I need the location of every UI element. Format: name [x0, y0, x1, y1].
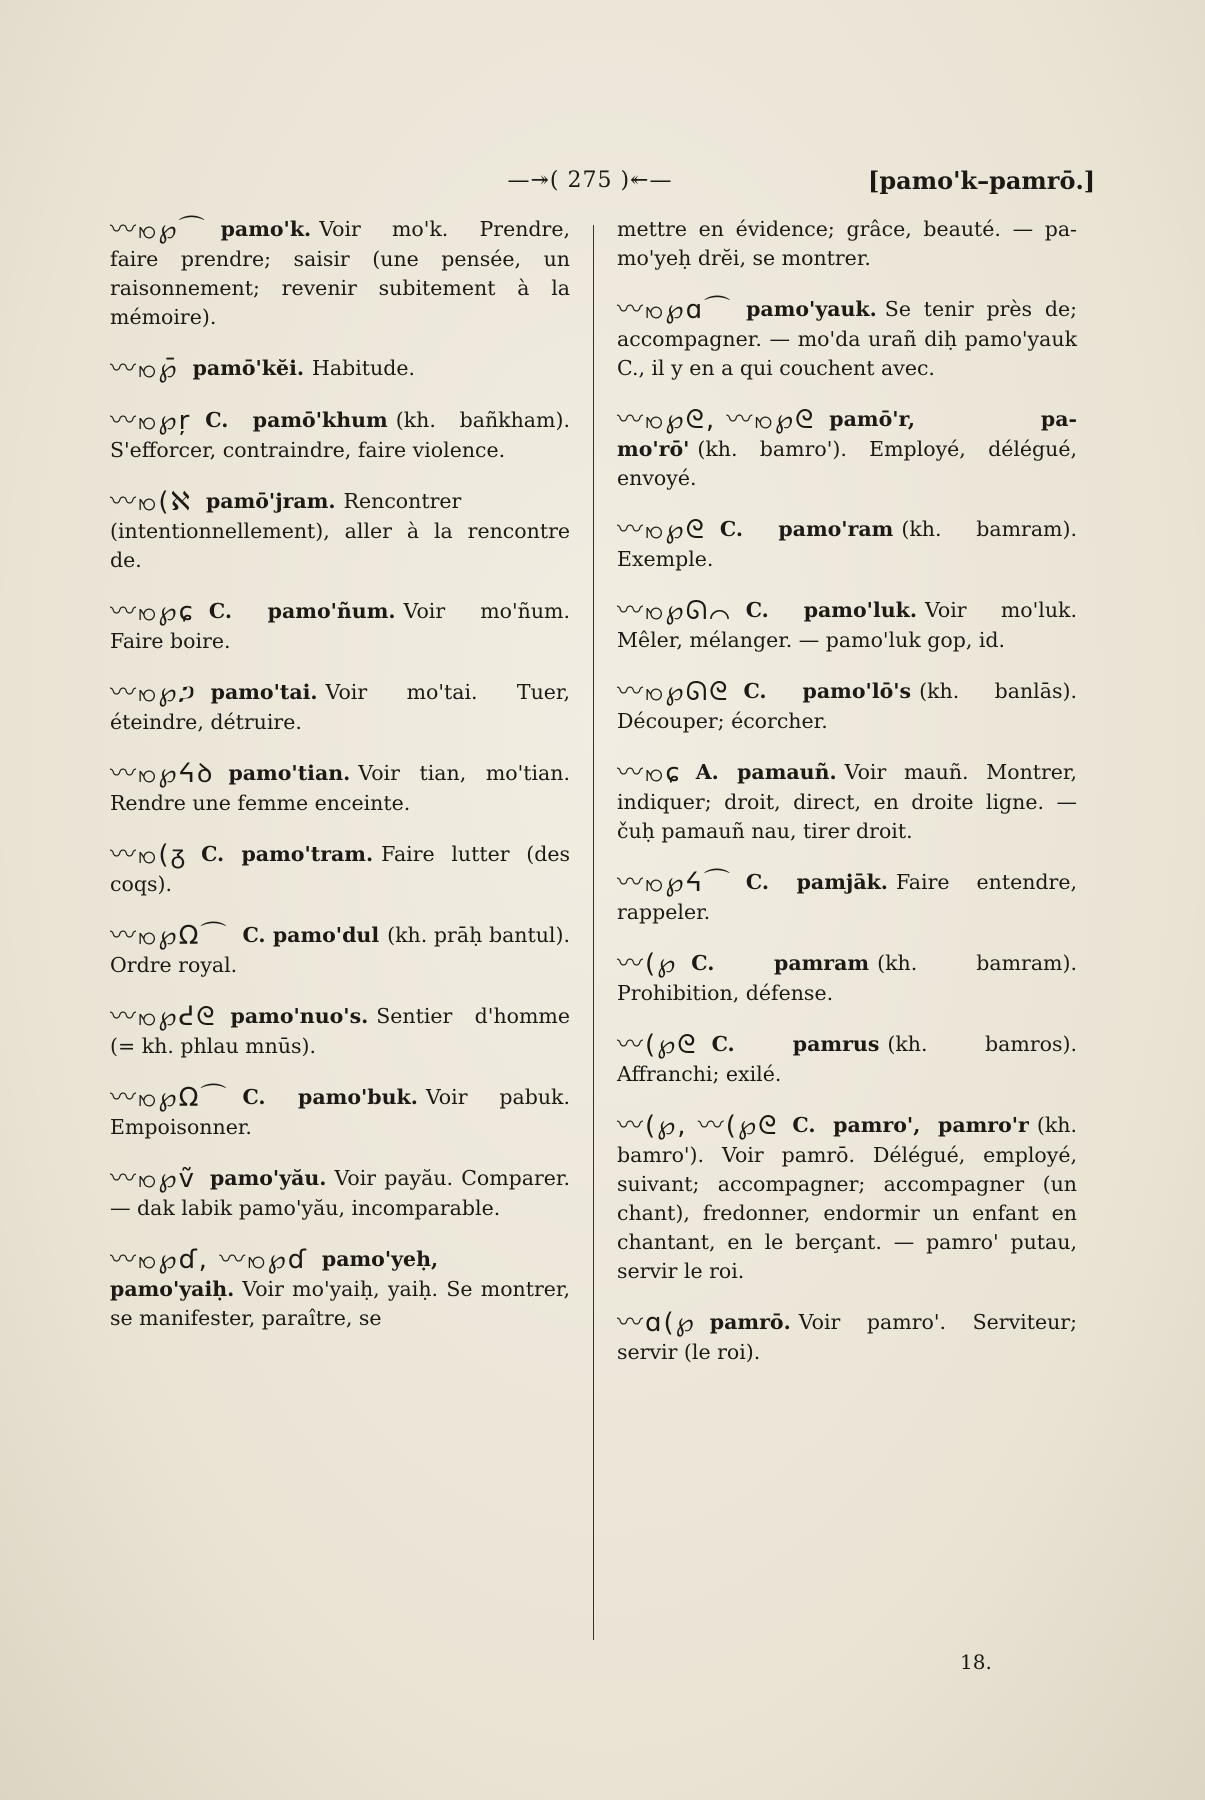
- dictionary-entry: [110, 1002, 570, 1061]
- dictionary-entry: [110, 1245, 570, 1333]
- entry-gloss: Se tenir près de; accompagner. — mo'da urañ diḥ pamo'yauk C., il y en a qui couchent avec.: [617, 297, 1077, 380]
- entry-headword: C. pamo'tram.: [201, 842, 374, 866]
- entry-headword: C. pamjāk.: [745, 870, 888, 894]
- entry-gloss: Voir mo'luk. Mêler, mélanger. — pamo'luk gop, id.: [617, 598, 1077, 652]
- entry-gloss: (kh. bañkham). S'efforcer, contraindre, faire violence.: [110, 408, 570, 462]
- dictionary-entry: [110, 1164, 570, 1223]
- dictionary-entry: [617, 215, 1077, 273]
- cham-script-word: 〰ꩯ℘ŗ: [110, 406, 192, 436]
- cham-script-word: 〰ꩯ℘ᘓ: [617, 515, 706, 545]
- entry-headword: pamrō.: [709, 1310, 791, 1334]
- dictionary-entry: [110, 354, 570, 384]
- cham-script-word: 〰ꩯ℘ጋ: [110, 678, 197, 708]
- entry-gloss: Habitude.: [312, 356, 416, 380]
- entry-gloss: Voir mo'yaiḥ, yaiḥ. Se montrer, se manifester, paraître, se: [110, 1277, 570, 1330]
- entry-headword: pamo'yău.: [209, 1166, 327, 1190]
- entry-gloss: Voir payău. Comparer. — dak labik pamo'yău, incomparable.: [110, 1166, 570, 1220]
- left-column: [110, 215, 570, 1355]
- entry-headword: C. pamo'ñum.: [208, 599, 396, 623]
- entry-headword: pamo'k.: [220, 217, 312, 241]
- entry-headword: C. pamrus: [711, 1032, 880, 1056]
- cham-script-word: 〰ꩯ℘ᔦ⌒: [617, 868, 732, 898]
- dictionary-entry: [617, 677, 1077, 736]
- entry-headword: A. pamauñ.: [695, 760, 837, 784]
- entry-gloss: Voir mo'tai. Tuer, éteindre, détruire.: [110, 680, 570, 734]
- column-divider: [593, 225, 594, 1640]
- cham-script-word: 〰ꩯ(ᵹ: [110, 840, 188, 870]
- entry-headword: C. pamro', pamro'r: [792, 1113, 1029, 1137]
- dictionary-entry: [110, 406, 570, 465]
- cham-script-word: 〰ꩯ℘ᘏᘓ: [617, 677, 730, 707]
- cham-script-word: 〰(℘, 〰(℘ᘓ: [617, 1111, 779, 1141]
- cham-script-word: 〰ꩯ℘ᕍᘓ: [110, 1002, 217, 1032]
- dictionary-entry: [617, 515, 1077, 574]
- entry-headword: pamo'yeḥ, pamo'yaiḥ.: [110, 1247, 439, 1301]
- entry-headword: pamo'tian.: [228, 761, 351, 785]
- right-column: [617, 215, 1077, 1389]
- entry-gloss: Voir mo'ñum. Faire boire.: [110, 599, 570, 653]
- entry-gloss: (kh. bamro'). Employé, délégué, envoyé.: [617, 437, 1077, 490]
- entry-range: [pamo'k–pamrō.]: [868, 166, 1096, 195]
- entry-gloss: mettre en évidence; grâce, beauté. — pa-mo'yeḥ drĕi, se montrer.: [617, 217, 1077, 270]
- dictionary-entry: [617, 949, 1077, 1008]
- entry-gloss: (kh. bamram). Prohibition, défense.: [617, 951, 1077, 1005]
- entry-headword: C. pamo'ram: [719, 517, 894, 541]
- dictionary-entry: [617, 758, 1077, 846]
- dictionary-entry: [617, 1111, 1077, 1286]
- entry-gloss: Voir pamro'. Serviteur; servir (le roi).: [617, 1310, 1077, 1364]
- entry-gloss: Sentier d'homme (= kh. phlau mnūs).: [110, 1004, 570, 1058]
- entry-gloss: Rencontrer (intentionnellement), aller à la rencontre de.: [110, 489, 570, 572]
- cham-script-word: 〰(℘: [617, 949, 678, 979]
- dictionary-entry: [617, 596, 1077, 655]
- dictionary-entry: [110, 215, 570, 332]
- cham-script-word: 〰ɑ(℘: [617, 1308, 696, 1338]
- page-number: —↠( 275 )↞—: [507, 168, 673, 193]
- dictionary-entry: [617, 295, 1077, 383]
- cham-script-word: 〰ꩯ℘ṽ: [110, 1164, 196, 1194]
- cham-script-word: 〰ꩯ℘̄: [110, 354, 179, 384]
- entry-gloss: Voir mo'k. Prendre, faire prendre; saisir (une pensée, un raisonnement; revenir subitement à la mémoire).: [110, 217, 570, 329]
- dictionary-entry: [617, 1308, 1077, 1367]
- entry-headword: pamō'jram.: [205, 489, 336, 513]
- entry-headword: C. pamram: [691, 951, 870, 975]
- entry-gloss: (kh. bamram). Exemple.: [617, 517, 1077, 571]
- cham-script-word: 〰(℘ᘓ: [617, 1030, 698, 1060]
- dictionary-entry: [617, 405, 1077, 493]
- entry-headword: C. pamo'luk.: [745, 598, 917, 622]
- cham-script-word: 〰ꩯ℘Ω⌒: [110, 921, 229, 951]
- entry-headword: pamo'tai.: [210, 680, 318, 704]
- entry-gloss: (kh. bamro'). Voir pamrō. Délégué, employé, suivant; accompagner; accompagner (un chant), fredonner, endormir un enfant en chantant, en le berçant. — pamro' putau, servir le roi.: [617, 1113, 1077, 1283]
- entry-headword: pamō'kĕi.: [192, 356, 305, 380]
- cham-script-word: 〰ꩯɕ: [617, 758, 682, 788]
- entry-headword: C. pamo'buk.: [242, 1085, 418, 1109]
- entry-gloss: Faire entendre, rappeler.: [617, 870, 1077, 924]
- cham-script-word: 〰ꩯ℘ᔦꝺ: [110, 759, 215, 789]
- dictionary-entry: [110, 921, 570, 980]
- entry-headword: C. pamō'khum: [205, 408, 388, 432]
- cham-script-word: 〰ꩯ℘⌒: [110, 215, 207, 245]
- entry-headword: pamo'yauk.: [746, 297, 877, 321]
- entry-headword: pamo'nuo's.: [230, 1004, 369, 1028]
- entry-headword: pamō'r, pa-mo'rō': [617, 407, 1077, 461]
- cham-script-word: 〰ꩯ℘ɗ, 〰ꩯ℘ɗ: [110, 1245, 308, 1275]
- dictionary-entry: [110, 487, 570, 575]
- cham-script-word: 〰ꩯ℘ɑ⌒: [617, 295, 733, 325]
- cham-script-word: 〰ꩯ(ℵ: [110, 487, 192, 517]
- cham-script-word: 〰ꩯ℘ɕ: [110, 597, 195, 627]
- entry-gloss: Faire lutter (des coqs).: [110, 842, 571, 896]
- dictionary-entry: [110, 840, 570, 899]
- entry-gloss: (kh. prāḥ bantul). Ordre royal.: [110, 923, 570, 977]
- dictionary-entry: [110, 759, 570, 818]
- entry-gloss: Voir mauñ. Montrer, indiquer; droit, direct, en droite ligne. — čuḥ pamauñ nau, tirer droit.: [617, 760, 1077, 843]
- cham-script-word: 〰ꩯ℘ᘏ⌒: [617, 596, 732, 626]
- cham-script-word: 〰ꩯ℘Ω⌒: [110, 1083, 229, 1113]
- dictionary-entry: [110, 678, 570, 737]
- cham-script-word: 〰ꩯ℘ᘓ, 〰ꩯ℘ᘓ: [617, 405, 816, 435]
- dictionary-entry: [110, 597, 570, 656]
- dictionary-entry: [110, 1083, 570, 1142]
- dictionary-entry: [617, 868, 1077, 927]
- signature-mark: 18.: [960, 1650, 992, 1674]
- entry-headword: C. pamo'dul: [242, 923, 380, 947]
- entry-gloss: Voir tian, mo'tian. Rendre une femme enceinte.: [110, 761, 570, 815]
- entry-gloss: (kh. bamros). Affranchi; exilé.: [617, 1032, 1077, 1086]
- dictionary-entry: [617, 1030, 1077, 1089]
- entry-headword: C. pamo'lō's: [743, 679, 912, 703]
- entry-gloss: Voir pabuk. Empoisonner.: [110, 1085, 570, 1139]
- entry-gloss: (kh. banlās). Découper; écorcher.: [617, 679, 1077, 733]
